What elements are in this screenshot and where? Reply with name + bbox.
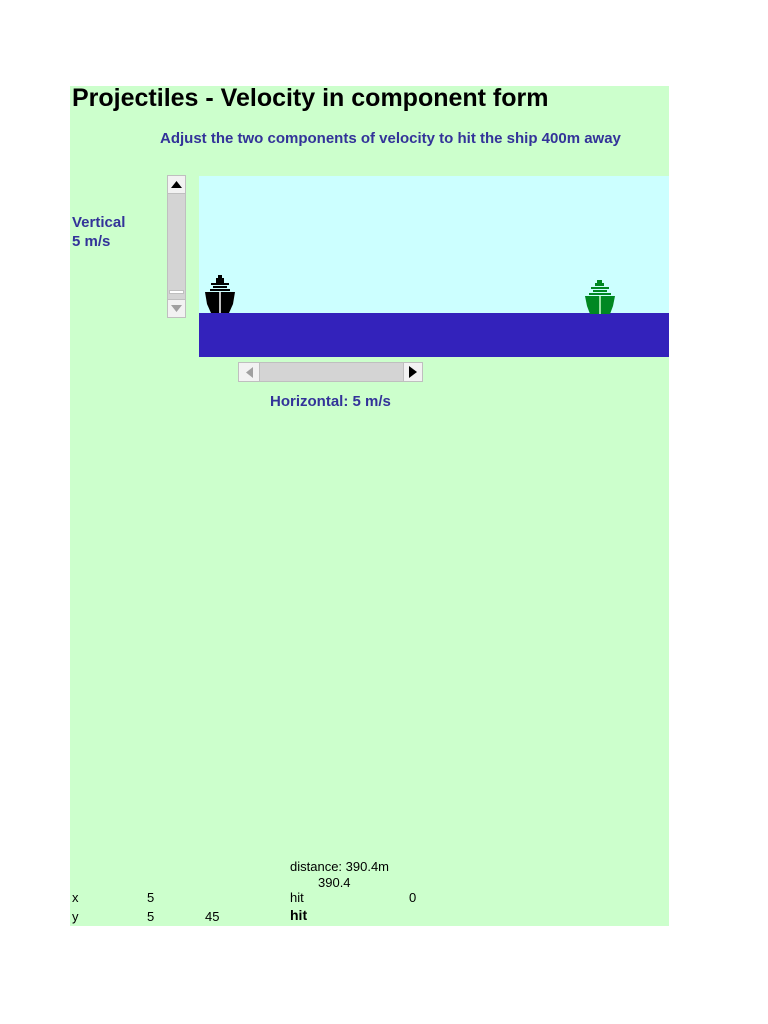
sea-area [199, 313, 669, 357]
hit-label: hit [290, 890, 304, 905]
instructions: Adjust the two components of velocity to hit the ship 400m away [160, 130, 621, 147]
scroll-down-button[interactable] [167, 299, 186, 318]
vertical-velocity-scrollbar[interactable] [167, 175, 186, 318]
scroll-left-button[interactable] [238, 362, 260, 382]
arrow-left-icon [246, 367, 253, 378]
vertical-label: Vertical [72, 214, 126, 231]
distance-value: 390.4 [318, 875, 351, 890]
arrow-down-icon [171, 305, 182, 312]
page-title: Projectiles - Velocity in component form [72, 84, 549, 112]
scroll-right-button[interactable] [403, 362, 423, 382]
distance-label: distance: 390.4m [290, 859, 390, 874]
y-value: 5 [147, 909, 155, 924]
horizontal-label: Horizontal: 5 m/s [270, 393, 391, 410]
x-value: 5 [147, 890, 155, 905]
arrow-right-icon [409, 366, 417, 378]
x-label: x [72, 890, 79, 905]
horizontal-velocity-scrollbar[interactable] [238, 362, 423, 382]
ship-icon [203, 274, 237, 314]
scroll-up-button[interactable] [167, 175, 186, 194]
y-angle: 45 [205, 909, 220, 924]
hit-status: hit [290, 907, 308, 923]
target-ship-icon [583, 279, 617, 314]
vertical-value: 5 m/s [72, 233, 111, 250]
vertical-scroll-thumb[interactable] [169, 290, 184, 294]
y-label: y [72, 909, 79, 924]
arrow-up-icon [171, 181, 182, 188]
hit-value: 0 [409, 890, 417, 905]
